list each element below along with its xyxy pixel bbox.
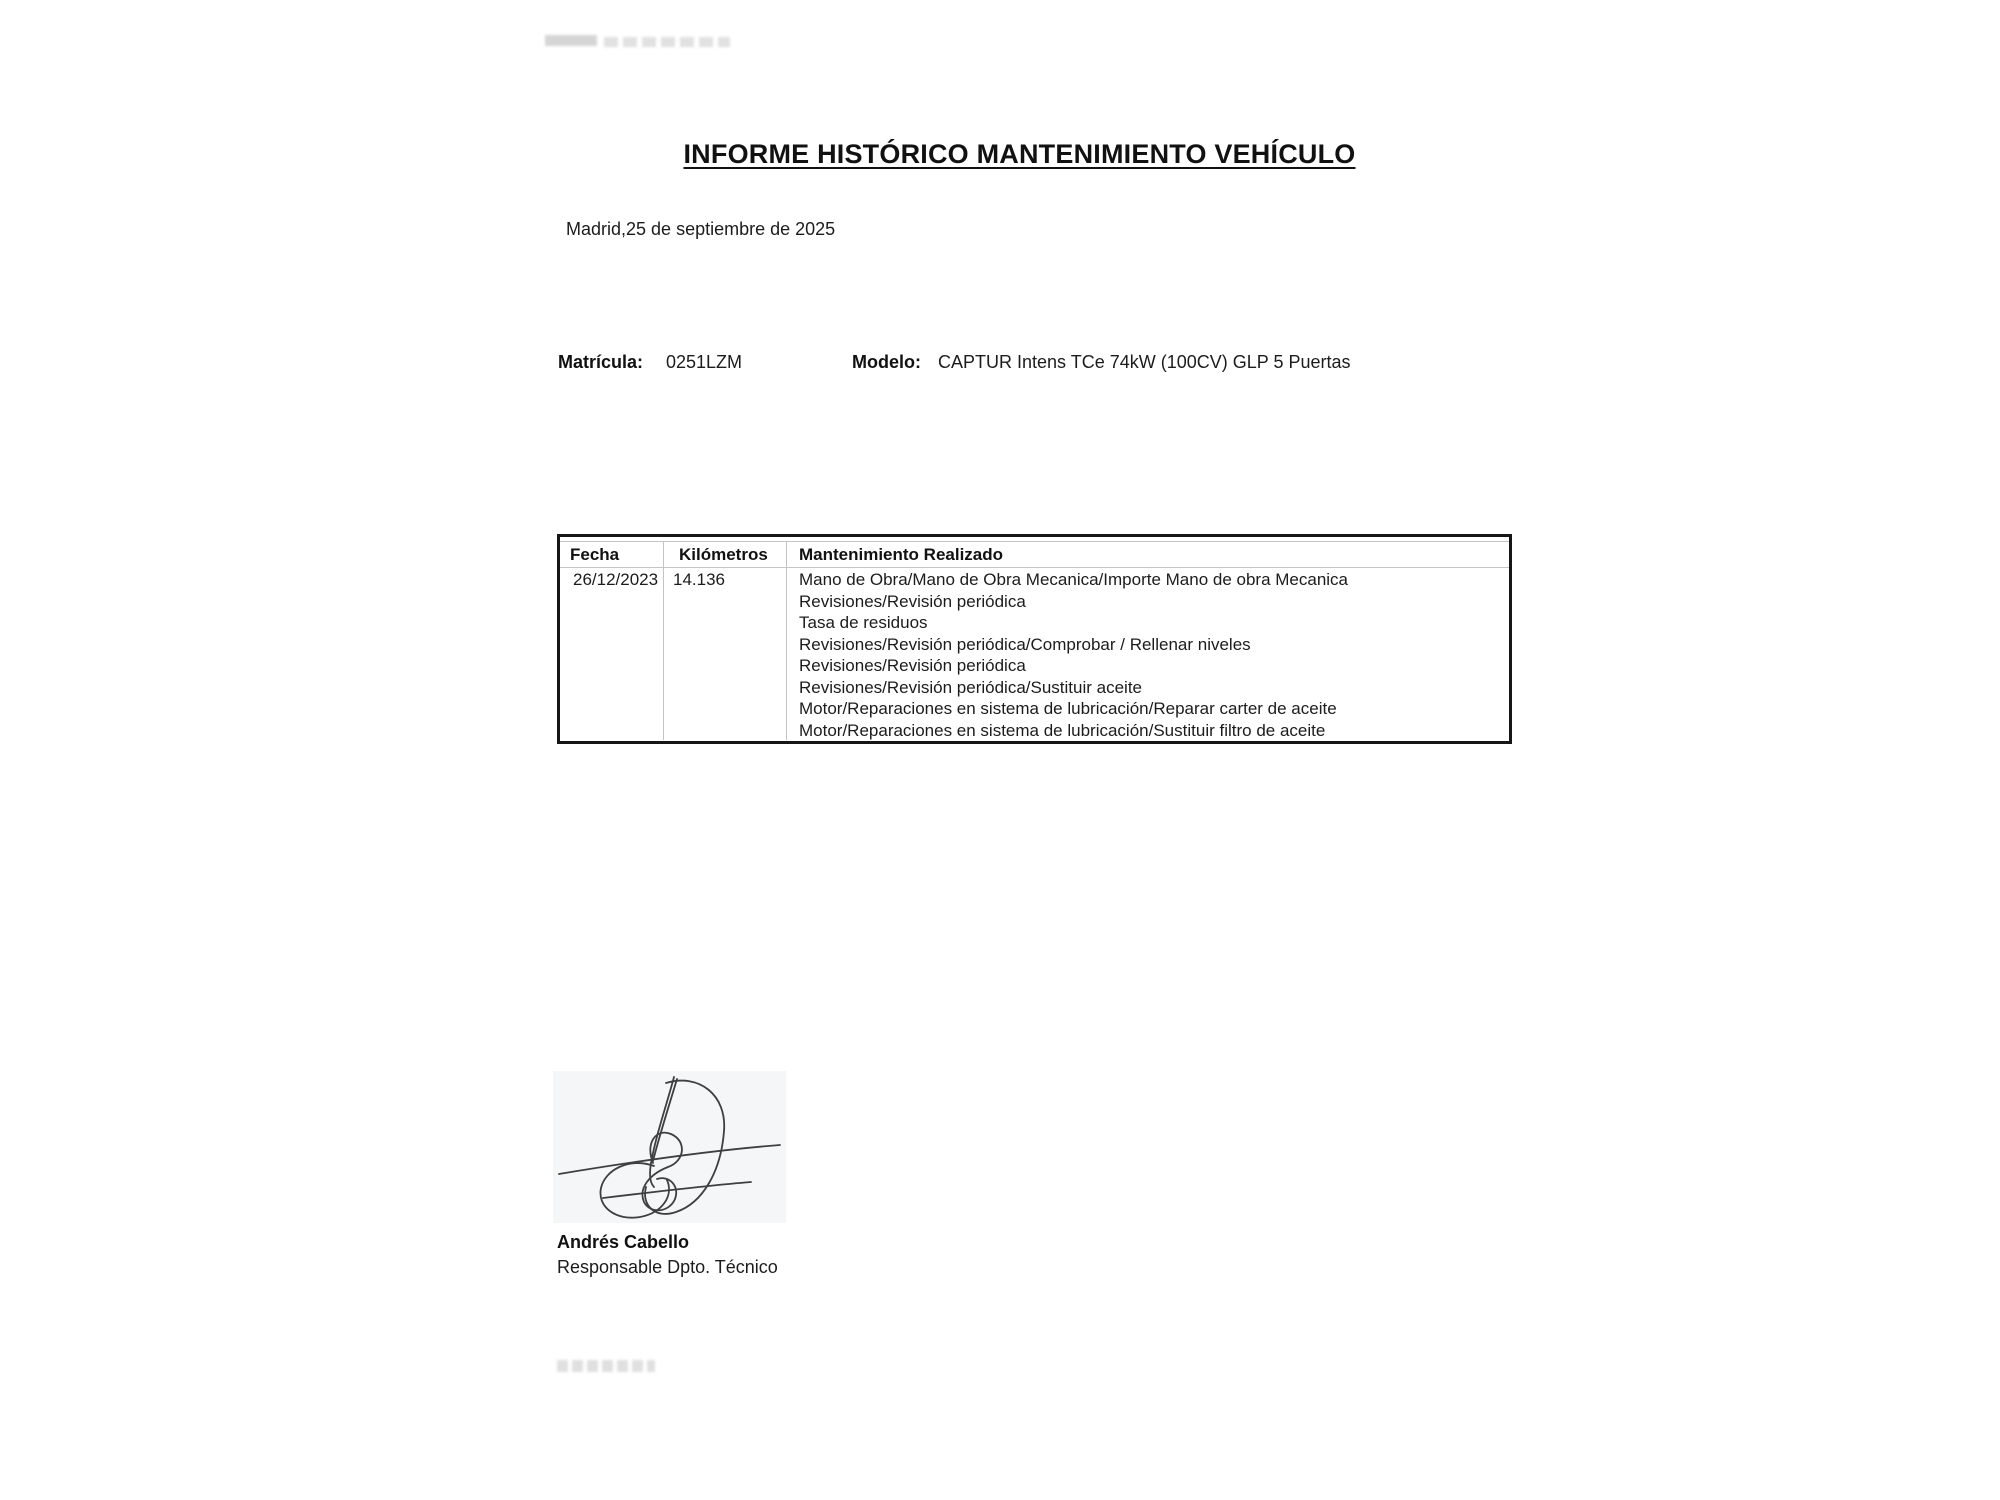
maintenance-line: Revisiones/Revisión periódica	[799, 591, 1026, 611]
cell-fecha: 26/12/2023	[560, 568, 664, 740]
maintenance-table	[557, 534, 1512, 744]
signer-role: Responsable Dpto. Técnico	[557, 1257, 778, 1277]
cell-mantenimiento	[787, 568, 1509, 740]
column-header-mantenimiento: Mantenimiento Realizado	[787, 542, 1509, 568]
date-line: Madrid,25 de septiembre de 2025	[566, 219, 836, 239]
maintenance-line: Revisiones/Revisión periódica/Sustituir aceite	[799, 677, 1142, 697]
maintenance-line: Revisiones/Revisión periódica/Comprobar / Rellenar niveles	[799, 634, 1251, 654]
cell-kilometros: 14.136	[664, 568, 787, 740]
letterhead-logo-watermark	[545, 35, 597, 46]
plate-value: 0251LZM	[666, 352, 743, 372]
column-header-kilometros: Kilómetros	[664, 542, 787, 568]
model-value: CAPTUR Intens TCe 74kW (100CV) GLP 5 Puertas	[938, 352, 1351, 372]
maintenance-line: Revisiones/Revisión periódica	[799, 656, 1026, 675]
column-header-fecha: Fecha	[560, 542, 664, 568]
signature-image	[553, 1071, 786, 1223]
maintenance-line: Mano de Obra/Mano de Obra Mecanica/Importe Mano de obra Mecanica	[799, 570, 1349, 589]
maintenance-line: Motor/Reparaciones en sistema de lubricación/Reparar carter de aceite	[799, 699, 1337, 718]
signer-name: Andrés Cabello	[557, 1232, 690, 1252]
page-title: INFORME HISTÓRICO MANTENIMIENTO VEHÍCULO	[683, 139, 1356, 169]
signature-scribble	[553, 1071, 786, 1223]
model-label: Modelo:	[852, 352, 921, 372]
plate-label: Matrícula:	[558, 352, 644, 372]
footer-watermark	[557, 1360, 655, 1372]
letterhead-text-watermark	[604, 37, 730, 47]
maintenance-line: Tasa de residuos	[799, 613, 928, 632]
maintenance-line: Motor/Reparaciones en sistema de lubricación/Sustituir filtro de aceite	[799, 720, 1326, 740]
